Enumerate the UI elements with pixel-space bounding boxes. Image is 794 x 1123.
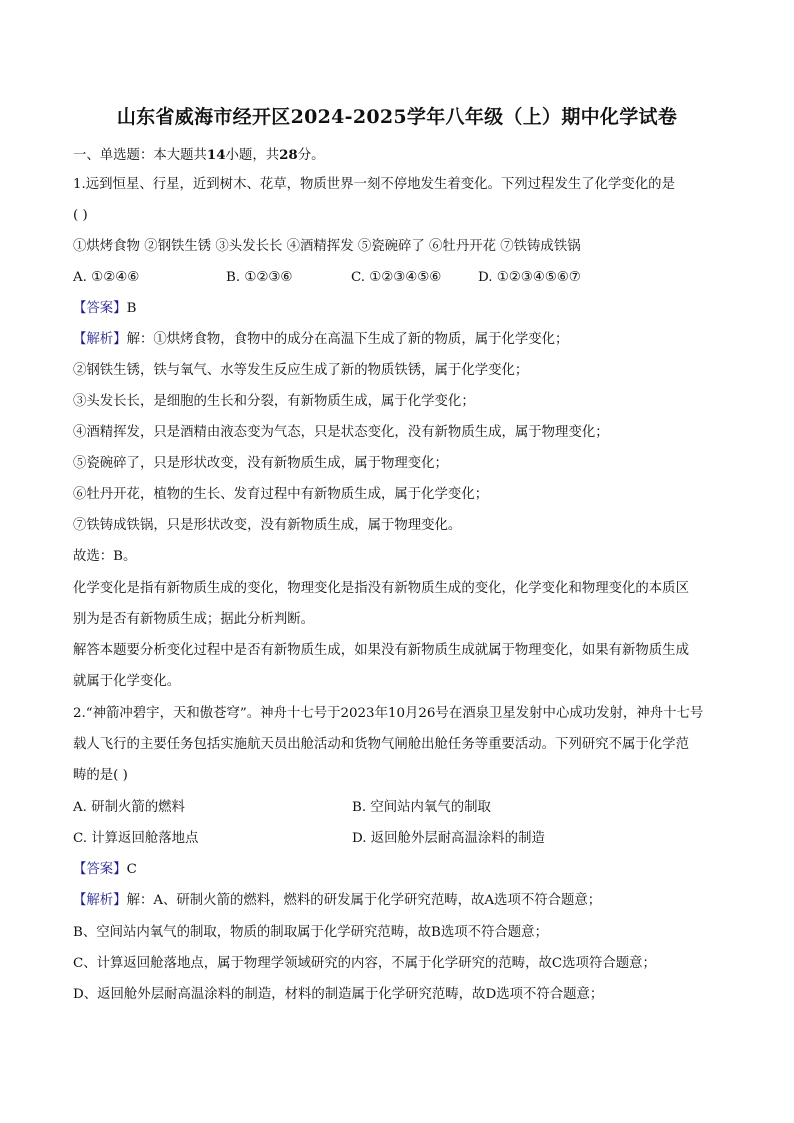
analysis-tag: 【解析】	[73, 332, 127, 347]
question-count: 14	[206, 147, 226, 163]
answer-tag: 【答案】	[73, 301, 127, 316]
q1-analysis-line: ③头发长长，是细胞的生长和分裂，有新物质生成，属于化学变化；	[73, 394, 475, 409]
q1-analysis-line: ②钢铁生锈，铁与氧气、水等发生反应生成了新的物质铁锈，属于化学变化；	[73, 363, 529, 378]
q2-option-b: B. 空间站内氧气的制取	[352, 800, 491, 815]
answer-value: C	[126, 862, 137, 877]
q1-analysis-line: ⑦铁铸成铁锅，只是形状改变，没有新物质生成，属于物理变化。	[73, 518, 462, 533]
q2-stem-line2: 载人飞行的主要任务包括实施航天员出舱活动和货物气闸舱出舱任务等重要活动。下列研究不属于化学范	[73, 737, 689, 752]
q1-explanation: 解答本题要分析变化过程中是否有新物质生成，如果没有新物质生成就属于物理变化，如果有新物质生成	[73, 643, 689, 658]
q1-option-a: A. ①②④⑥	[73, 270, 140, 285]
analysis-text: 解：A、研制火箭的燃料，燃料的研发属于化学研究范畴，故A选项不符合题意；	[126, 893, 602, 908]
q1-analysis-line: ⑤瓷碗碎了，只是形状改变，没有新物质生成，属于物理变化；	[73, 456, 448, 471]
q2-analysis-line: B、空间站内氧气的制取，物质的制取属于化学研究范畴，故B选项不符合题意；	[73, 925, 548, 940]
q1-stem-line2: ( )	[73, 208, 88, 223]
section-suffix: 分。	[297, 148, 325, 163]
q2-analysis-line: D、返回舱外层耐高温涂料的制造，材料的制造属于化学研究范畴，故D选项不符合题意；	[73, 987, 604, 1002]
q2-answer	[73, 859, 723, 881]
analysis-tag: 【解析】	[73, 893, 127, 908]
analysis-text: 解：①烘烤食物，食物中的成分在高温下生成了新的物质，属于化学变化；	[126, 332, 569, 347]
page-title: 山东省威海市经开区2024-2025学年八年级（上）期中化学试卷	[116, 106, 678, 128]
answer-tag: 【答案】	[73, 862, 127, 877]
q2-option-d: D. 返回舱外层耐高温涂料的制造	[352, 831, 545, 846]
q1-items: ①烘烤食物 ②钢铁生锈 ③头发长长 ④酒精挥发 ⑤瓷碗碎了 ⑥牡丹开花 ⑦铁铸成铁锅	[73, 239, 581, 254]
q1-analysis-line: ⑥牡丹开花，植物的生长、发育过程中有新物质生成，属于化学变化；	[73, 487, 489, 502]
q1-answer	[73, 298, 723, 320]
q2-option-c: C. 计算返回舱落地点	[73, 831, 199, 846]
q1-option-c: C. ①②③④⑤⑥	[351, 270, 442, 285]
q1-analysis-line	[73, 329, 723, 351]
q2-stem-line1: 2.“神箭冲碧宇，天和傲苍穹”。神舟十七号于2023年10月26号在酒泉卫星发射中心成功发射，神舟十七号	[73, 706, 704, 721]
answer-value: B	[126, 301, 137, 316]
q1-stem-line1: 1.远到恒星、行星，近到树木、花草，物质世界一刻不停地发生着变化。下列过程发生了化学变化的是	[73, 177, 675, 192]
section-heading	[73, 144, 723, 167]
q1-option-d: D. ①②③④⑤⑥⑦	[478, 270, 581, 285]
q1-explanation: 化学变化是指有新物质生成的变化，物理变化是指没有新物质生成的变化，化学变化和物理变化的本质区	[73, 581, 689, 596]
section-middle: 小题，共	[225, 148, 280, 163]
q2-analysis-line	[73, 890, 723, 912]
q1-explanation: 就属于化学变化。	[73, 674, 181, 689]
q2-option-a: A. 研制火箭的燃料	[73, 800, 185, 815]
q2-stem-line3: 畴的是( )	[73, 768, 128, 783]
q1-explanation: 别为是否有新物质生成；据此分析判断。	[73, 612, 315, 627]
total-points: 28	[279, 147, 298, 163]
q1-analysis-line: ④酒精挥发，只是酒精由液态变为气态，只是状态变化，没有新物质生成，属于物理变化；	[73, 425, 609, 440]
section-prefix: 一、单选题：本大题共	[73, 148, 207, 163]
q2-analysis-line: C、计算返回舱落地点，属于物理学领域研究的内容，不属于化学研究的范畴，故C选项符合题意；	[73, 956, 656, 971]
q1-option-b: B. ①②③⑥	[226, 270, 293, 285]
q1-conclusion: 故选：B。	[73, 549, 137, 564]
